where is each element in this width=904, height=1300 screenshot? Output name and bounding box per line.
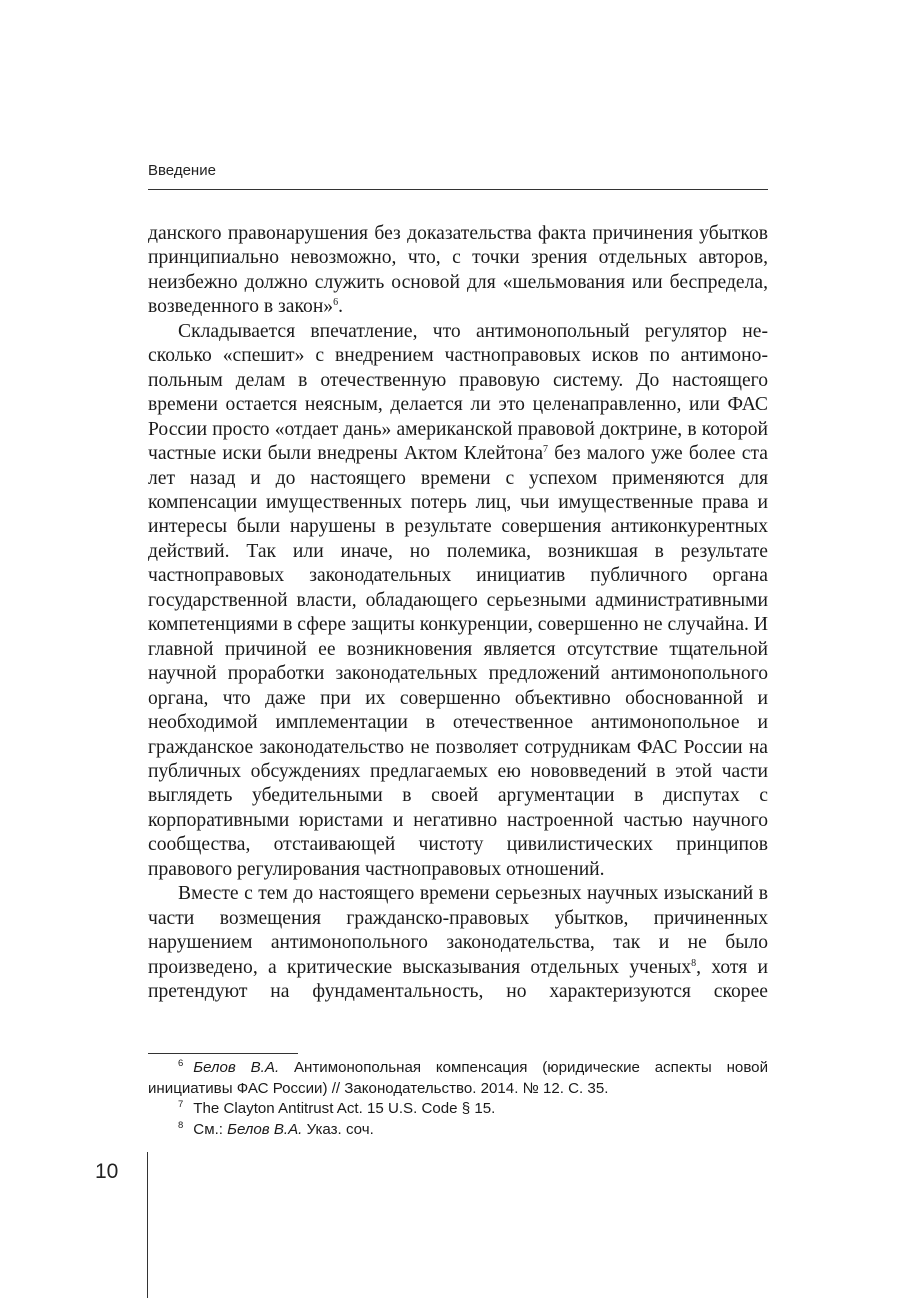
footnote-divider	[148, 1053, 298, 1054]
footnote-author: Белов В.А.	[227, 1120, 303, 1138]
paragraph-3	[148, 882, 768, 1004]
paragraph-tail: .	[338, 296, 344, 318]
footnote-text: Антимонопольная компенсация (юридические аспекты новой инициативы ФАС России) // Законодательство. 2014. № 12. С. 35.	[148, 1059, 768, 1097]
page-number: 10	[95, 1160, 119, 1183]
header-divider	[148, 189, 768, 190]
footnote-reference-8[interactable]: 8	[691, 957, 697, 969]
footnote-prefix: См.:	[193, 1120, 228, 1138]
footnotes	[148, 1058, 768, 1140]
footnote-8	[148, 1120, 768, 1141]
footnote-6	[148, 1058, 768, 1099]
footnote-7	[148, 1099, 768, 1120]
footnote-text: Указ. соч.	[302, 1120, 374, 1138]
footnote-number: 6	[178, 1058, 184, 1069]
footnote-reference-7[interactable]: 7	[543, 444, 549, 456]
footnote-reference-6[interactable]: 6	[333, 297, 339, 309]
footnote-text: The Clayton Antitrust Act. 15 U.S. Code § 15.	[193, 1100, 496, 1117]
paragraph-tail: , хотя и претендуют на фундаментальность, но характеризуются скорее	[148, 956, 768, 1003]
page-number-rule	[147, 1152, 148, 1298]
paragraph-text: Складывается впечатление, что антимонопольный регулятор несколько «спешит» с внедрением частноправовых исков по антимонопольным делам в отечественную правовую систему. До настоящего времени остается неясным, делается ли это целенаправленно, или ФАС России просто «отдает дань» американской правовой доктрине, в которой частные иски были внедрены Актом Клейтона	[148, 320, 768, 465]
paragraph-2	[148, 320, 768, 882]
footnote-author: Белов В.А.	[193, 1059, 280, 1076]
footnote-number: 8	[178, 1119, 184, 1131]
paragraph-tail: без малого уже более ста лет назад и до настоящего времени с успехом применяются для компенсации имущественных потерь лиц, чьи имущественные права и интересы были нарушены в результате совершения антиконкурентных действий. Так или иначе, но полемика, возникшая в результате частноправовых законодательных инициатив публичного органа государственной власти, обладающего серьезными административными компетенциями в сфере защиты конкуренции, совершенно не случайна. И главной причиной ее возникновения является отсутствие тщательной научной проработки законодательных предложений антимонопольного органа, что даже при их совершенно объективно обоснованной и необходимой имплементации в отечественное антимонопольное и гражданское законодательство не позволяет сотрудникам ФАС России на публичных обсуждениях предлагаемых ею нововведений в этой части выглядеть убедительными в своей аргументации в диспутах с корпоративными юристами и негативно настроенной частью научного сообщества, отстаивающей чистоту цивилистических принципов правового регулирования частноправовых отношений.	[148, 443, 769, 880]
footnote-number: 7	[178, 1099, 184, 1110]
paragraph-text: Вместе с тем до настоящего времени серьезных научных изысканий в части возмещения гражданско-правовых убытков, причиненных нарушением антимонопольного законодательства, так и не было произведено, а критические высказывания отдельных ученых	[148, 883, 768, 978]
running-title: Введение	[148, 162, 216, 179]
paragraph-1	[148, 222, 768, 320]
main-text	[148, 222, 768, 1005]
paragraph-text: данского правонарушения без доказательства факта причинения убытков принципиально невозможно, что, с точки зрения отдельных авторов, неизбежно должно служить основой для «шельмования или беспредела, возведенного в закон»	[148, 223, 768, 318]
